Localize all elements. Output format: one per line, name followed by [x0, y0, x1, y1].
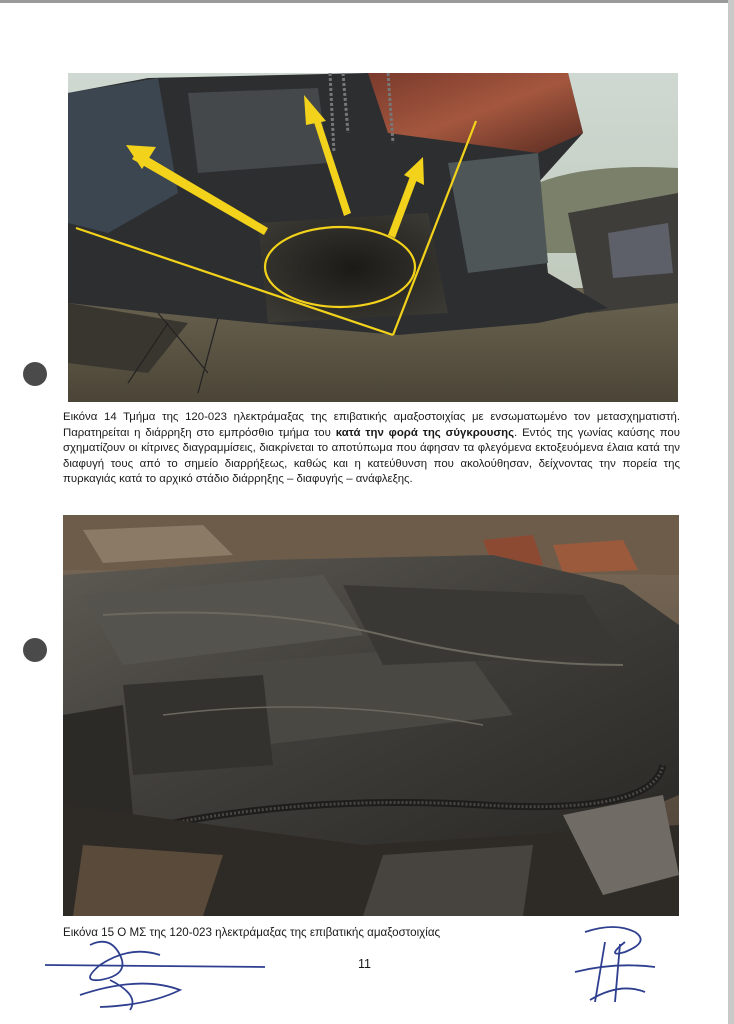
binder-hole [23, 638, 47, 662]
figure-15-caption: Εικόνα 15 Ο ΜΣ της 120-023 ηλεκτράμαξας της επιβατικής αμαξοστοιχίας [63, 926, 441, 939]
transformer-wreck-illustration [63, 515, 679, 916]
signature-left [40, 935, 270, 1015]
signature-right [565, 922, 665, 1012]
page-number: 11 [358, 957, 371, 971]
figure-14-photo [68, 73, 678, 402]
figure-15-photo [63, 515, 679, 916]
scan-top-edge [0, 0, 728, 3]
caption-14-bold: κατά την φορά της σύγκρουσης [335, 426, 515, 439]
figure-14-caption [63, 410, 680, 488]
binder-hole [23, 362, 47, 386]
wreck-locomotive-illustration [68, 73, 678, 402]
scan-right-edge [728, 0, 734, 1024]
caption-14-tail: . Εντός της γωνίας καύσης που σχηματίζουν οι κίτρινες διαγραμμίσεις, διακρίνεται το αποτύπωμα που άφησαν τα φλεγόμενα εκτοξευόμενα έλαια κατά την διαφυγή τους από το σημείο διαρρήξεως, καθώς και η κατεύθυνση που ακολούθησαν, δείχνοντας την πορεία της πυρκαγιάς κατά το αρχικό στάδιο διάρρηξης – διαφυγής – ανάφλεξης. [63, 426, 680, 486]
caption-14-lead: Εικόνα 14 Τμήμα της 120-023 ηλεκτράμαξας της επιβατικής αμαξοστοιχίας με ενσωματωμένο τον μετασχηματιστή. Παρατηρείται η διάρρηξη στο εμπρόσθιο τμήμα του [63, 411, 680, 439]
